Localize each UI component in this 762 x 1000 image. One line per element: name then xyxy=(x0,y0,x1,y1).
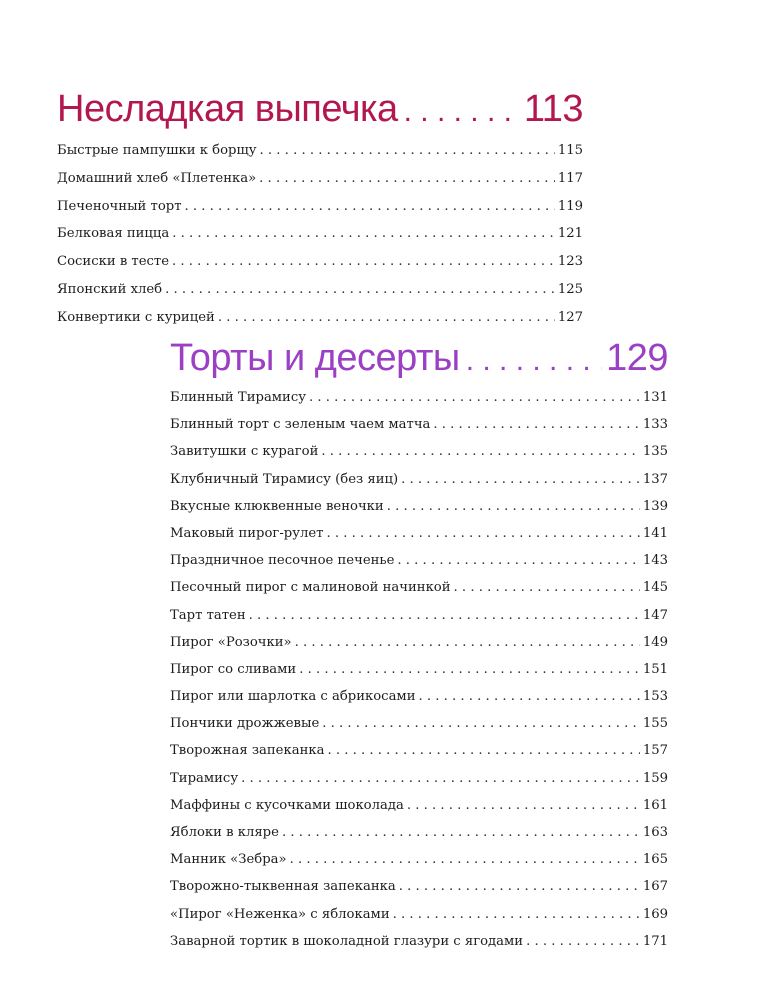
toc-entry-title: Песочный пирог с малиновой начинкой xyxy=(170,580,451,596)
dot-leader xyxy=(466,335,602,387)
dot-leader xyxy=(404,86,520,138)
toc-entry-page-number: 143 xyxy=(642,553,668,569)
dot-leader xyxy=(407,792,640,819)
toc-section-cakes-desserts xyxy=(170,332,668,955)
toc-entry[interactable] xyxy=(57,137,583,165)
toc-entry[interactable] xyxy=(170,765,668,792)
toc-entry[interactable] xyxy=(170,928,668,955)
dot-leader xyxy=(185,193,555,221)
dot-leader xyxy=(165,276,555,304)
dot-leader xyxy=(309,384,640,411)
toc-entry-page-number: 123 xyxy=(557,254,583,270)
dot-leader xyxy=(241,765,640,792)
toc-entry[interactable] xyxy=(170,710,668,737)
toc-entry[interactable] xyxy=(170,411,668,438)
section-heading[interactable] xyxy=(57,83,583,135)
toc-entry[interactable] xyxy=(170,520,668,547)
toc-entry[interactable] xyxy=(170,683,668,710)
toc-entry[interactable] xyxy=(170,656,668,683)
toc-entry-page-number: 137 xyxy=(642,471,668,487)
toc-entry-title: Вкусные клюквенные веночки xyxy=(170,498,384,514)
section-title: Торты и десерты xyxy=(170,337,460,379)
section-title: Несладкая выпечка xyxy=(57,88,398,130)
toc-entry-page-number: 157 xyxy=(642,743,668,759)
toc-entry-page-number: 155 xyxy=(642,716,668,732)
toc-entry[interactable] xyxy=(170,846,668,873)
dot-leader xyxy=(299,656,640,683)
toc-entry-title: Блинный Тирамису xyxy=(170,390,306,405)
toc-entry-title: Пирог или шарлотка с абрикосами xyxy=(170,689,416,705)
toc-entry-page-number: 145 xyxy=(642,580,668,596)
toc-entry[interactable] xyxy=(57,276,583,304)
toc-entry[interactable] xyxy=(170,384,668,411)
toc-entry-title: Пирог со сливами xyxy=(170,661,297,677)
toc-entry-page-number: 153 xyxy=(642,689,668,705)
dot-leader xyxy=(526,928,640,955)
toc-entry-title: Печеночный торт xyxy=(57,198,182,214)
toc-entry-page-number: 125 xyxy=(557,281,583,297)
toc-entry-title: Японский хлеб xyxy=(57,281,163,297)
dot-leader xyxy=(326,520,639,547)
toc-entry[interactable] xyxy=(170,574,668,601)
dot-leader xyxy=(401,466,640,493)
toc-entry[interactable] xyxy=(170,547,668,574)
dot-leader xyxy=(393,901,640,928)
toc-entry-title: Конвертики с курицей xyxy=(57,309,215,325)
dot-leader xyxy=(387,493,640,520)
toc-entry-page-number: 151 xyxy=(642,661,668,677)
toc-entry-page-number: 115 xyxy=(557,143,583,158)
toc-entry[interactable] xyxy=(57,165,583,193)
toc-entry-title: Праздничное песочное печенье xyxy=(170,553,395,569)
toc-entry-title: Завитушки с курагой xyxy=(170,444,319,460)
toc-entry-list xyxy=(170,384,668,955)
toc-entry-title: Маковый пирог-рулет xyxy=(170,525,324,541)
toc-entry-title: Манник «Зебра» xyxy=(170,852,287,868)
toc-entry-title: Пончики дрожжевые xyxy=(170,716,320,732)
dot-leader xyxy=(418,683,639,710)
toc-entry[interactable] xyxy=(170,792,668,819)
toc-entry-page-number: 135 xyxy=(642,444,668,460)
dot-leader xyxy=(290,846,640,873)
toc-entry-page-number: 121 xyxy=(557,226,583,242)
toc-entry[interactable] xyxy=(170,466,668,493)
dot-leader xyxy=(397,547,639,574)
dot-leader xyxy=(321,438,639,465)
toc-entry-page-number: 167 xyxy=(642,879,668,895)
toc-entry-page-number: 163 xyxy=(642,825,668,840)
toc-entry-title: Блинный торт с зеленым чаем матча xyxy=(170,417,431,433)
toc-entry-title: Тарт татен xyxy=(170,607,246,623)
toc-entry[interactable] xyxy=(170,737,668,764)
toc-entry-page-number: 171 xyxy=(642,933,668,949)
toc-entry-title: Сосиски в тесте xyxy=(57,254,170,270)
toc-entry-title: Заварной тортик в шоколадной глазури с ягодами xyxy=(170,933,524,949)
section-page-number: 113 xyxy=(523,88,583,130)
toc-entry-title: Пирог «Розочки» xyxy=(170,634,292,650)
section-page-number: 129 xyxy=(606,337,668,379)
toc-entry[interactable] xyxy=(170,493,668,520)
dot-leader xyxy=(218,304,555,332)
dot-leader xyxy=(172,220,555,248)
toc-entry-title: Домашний хлеб «Плетенка» xyxy=(57,170,257,186)
toc-entry-title: Маффины с кусочками шоколада xyxy=(170,797,404,813)
dot-leader xyxy=(172,248,555,276)
toc-entry-title: Творожно-тыквенная запеканка xyxy=(170,879,396,895)
toc-entry[interactable] xyxy=(170,873,668,900)
toc-entry-page-number: 139 xyxy=(642,498,668,514)
toc-entry[interactable] xyxy=(170,602,668,629)
toc-entry-page-number: 149 xyxy=(642,634,668,650)
dot-leader xyxy=(327,737,639,764)
dot-leader xyxy=(249,602,640,629)
dot-leader xyxy=(322,710,640,737)
toc-entry-page-number: 119 xyxy=(557,198,583,214)
toc-entry-title: Тирамису xyxy=(170,770,239,786)
toc-entry-title: Белковая пицца xyxy=(57,226,170,242)
toc-entry[interactable] xyxy=(57,304,583,332)
toc-entry-title: Клубничный Тирамису (без яиц) xyxy=(170,471,399,487)
toc-entry-title: Творожная запеканка xyxy=(170,743,325,759)
toc-entry-page-number: 127 xyxy=(557,309,583,325)
toc-entry[interactable] xyxy=(170,819,668,846)
toc-entry[interactable] xyxy=(57,248,583,276)
dot-leader xyxy=(295,629,640,656)
toc-entry-page-number: 147 xyxy=(642,607,668,623)
toc-entry-page-number: 133 xyxy=(642,417,668,433)
dot-leader xyxy=(260,137,555,165)
toc-entry[interactable] xyxy=(57,193,583,221)
toc-entry[interactable] xyxy=(170,901,668,928)
toc-entry-page-number: 141 xyxy=(642,525,668,541)
toc-entry-list xyxy=(57,137,583,332)
toc-section-savory-baking xyxy=(57,83,583,332)
toc-entry-page-number: 159 xyxy=(642,770,668,786)
dot-leader xyxy=(454,574,640,601)
toc-entry-page-number: 161 xyxy=(642,797,668,813)
dot-leader xyxy=(259,165,555,193)
toc-entry-page-number: 131 xyxy=(642,390,668,405)
toc-entry-page-number: 169 xyxy=(642,906,668,922)
toc-entry[interactable] xyxy=(170,438,668,465)
section-heading[interactable] xyxy=(170,332,668,384)
toc-entry-title: «Пирог «Неженка» с яблоками xyxy=(170,906,390,922)
dot-leader xyxy=(433,411,639,438)
toc-entry[interactable] xyxy=(57,220,583,248)
toc-entry-page-number: 117 xyxy=(557,170,583,186)
toc-entry-title: Яблоки в кляре xyxy=(170,825,279,840)
dot-leader xyxy=(399,873,640,900)
toc-entry[interactable] xyxy=(170,629,668,656)
toc-entry-title: Быстрые пампушки к борщу xyxy=(57,143,257,158)
dot-leader xyxy=(282,819,640,846)
toc-entry-page-number: 165 xyxy=(642,852,668,868)
